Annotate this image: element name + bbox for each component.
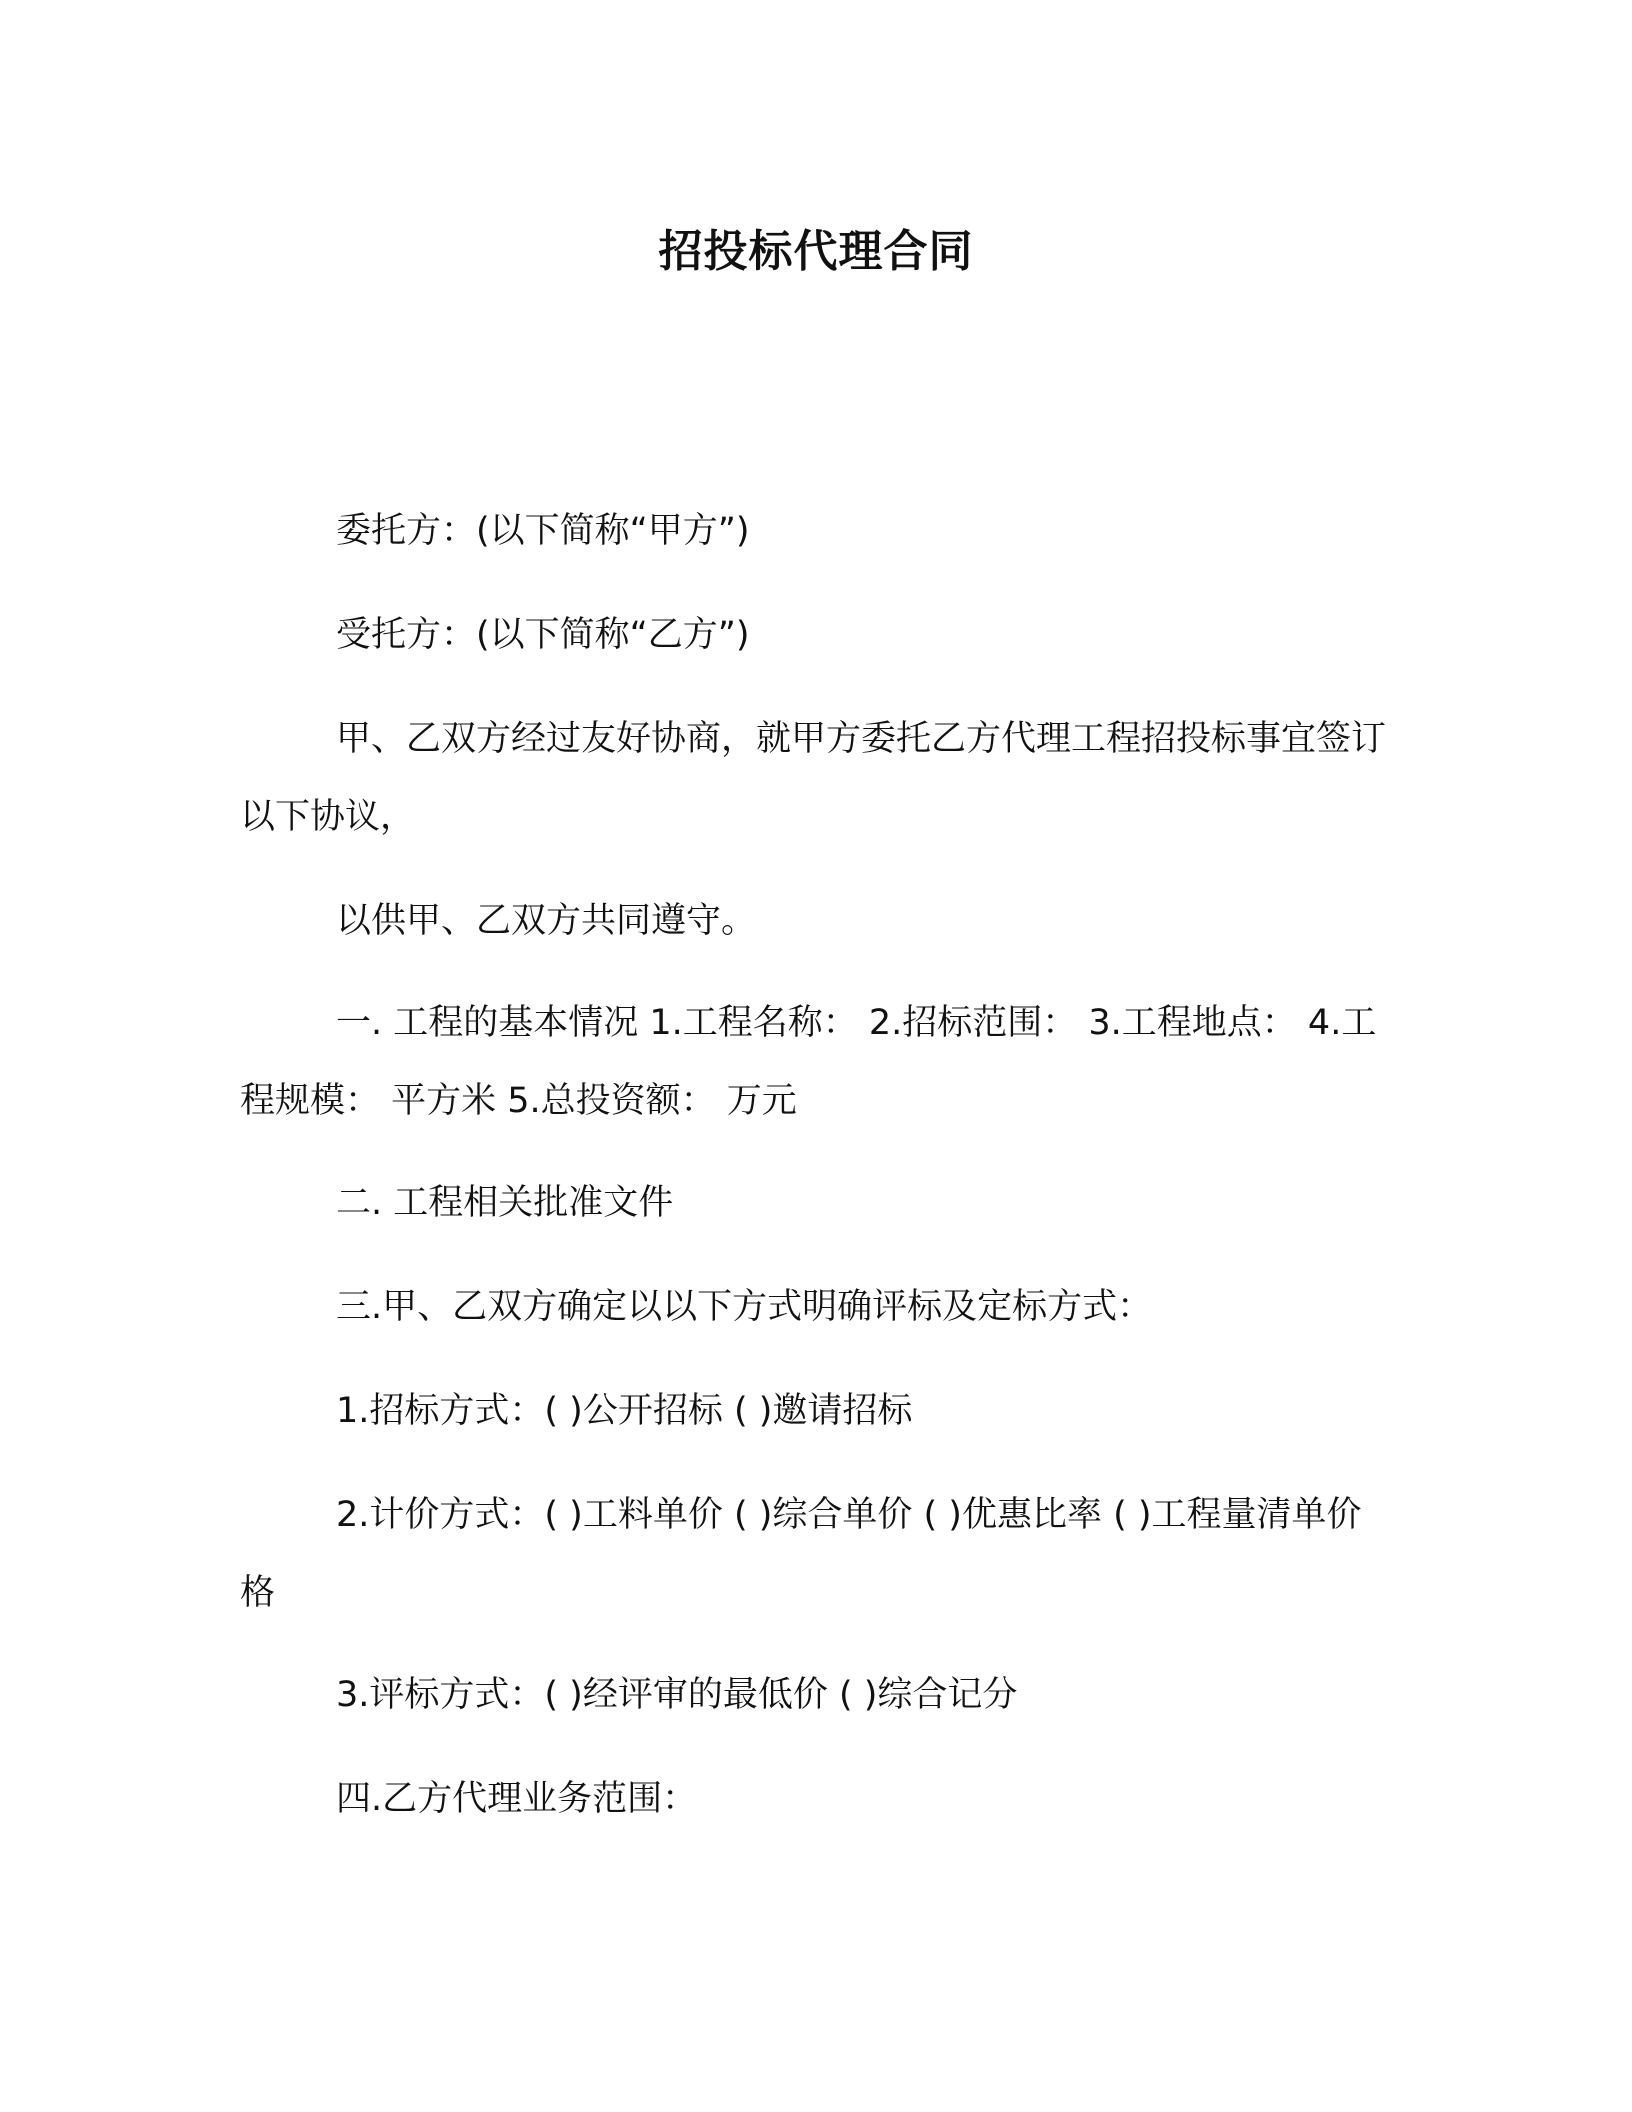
section-2-approval-docs: 二. 工程相关批准文件 [336,1183,674,1223]
item-pricing-method: 2.计价方式：( )工料单价 ( )综合单价 ( )优惠比率 ( )工程量清单价格 [240,1495,1362,1613]
paragraph-agent: 受托方：(以下简称“乙方”) [336,615,750,655]
paragraph-mutual-compliance: 以供甲、乙双方共同遵守。 [336,901,757,941]
paragraph-client: 委托方：(以下简称“甲方”) [336,511,750,551]
item-evaluation-method: 3.评标方式：( )经评审的最低价 ( )综合记分 [336,1675,1018,1715]
section-3-evaluation-methods: 三.甲、乙双方确定以以下方式明确评标及定标方式： [336,1287,1153,1327]
item-bidding-method: 1.招标方式：( )公开招标 ( )邀请招标 [336,1391,913,1431]
document-title: 招投标代理合同 [658,226,974,277]
section-4-agency-scope: 四.乙方代理业务范围： [336,1779,698,1819]
section-1-project-info: 一. 工程的基本情况 1.工程名称： 2.招标范围： 3.工程地点： 4.工程规模： 平方米 5.总投资额： 万元 [240,1003,1377,1121]
paragraph-agreement-intro: 甲、乙双方经过友好协商，就甲方委托乙方代理工程招投标事宜签订以下协议， [240,719,1387,837]
